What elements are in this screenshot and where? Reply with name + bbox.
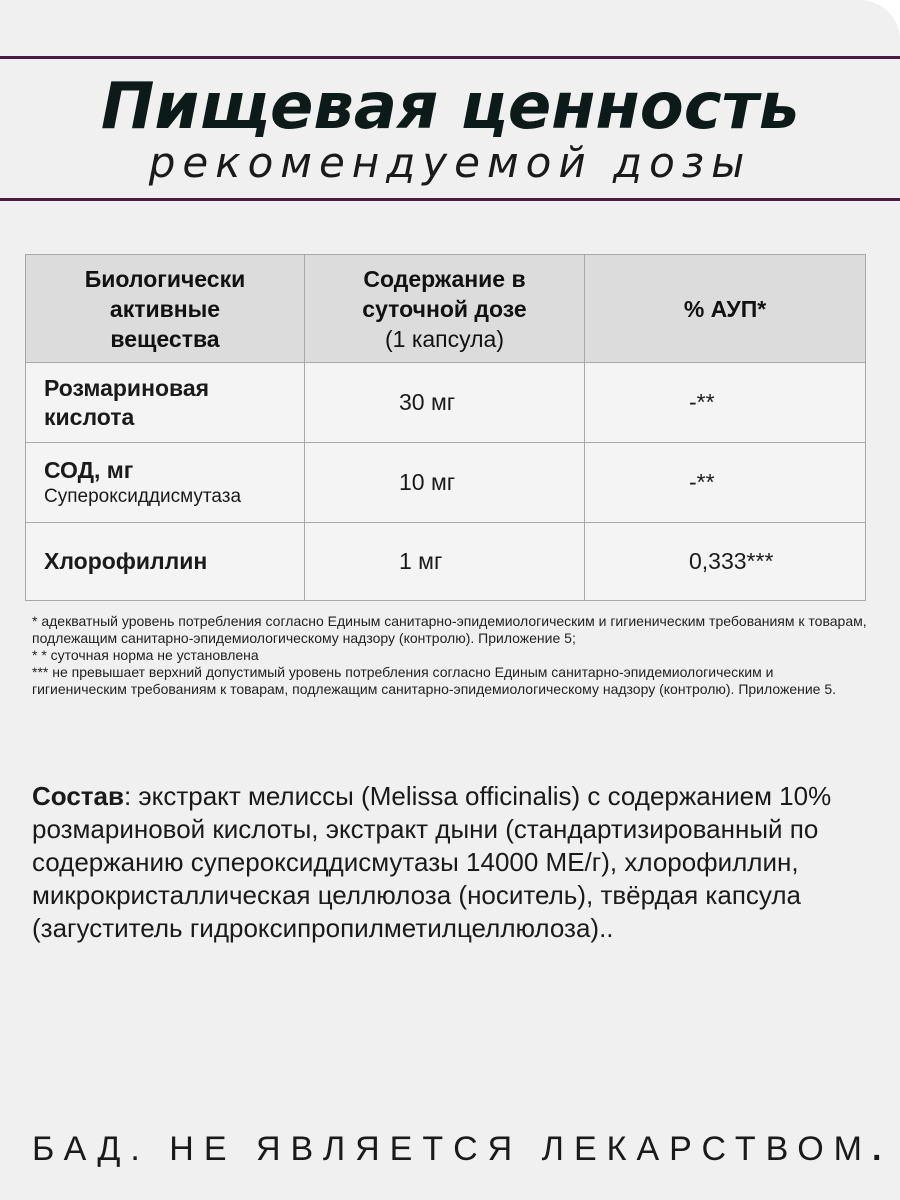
row-amount: 30 мг: [305, 363, 585, 443]
header-content: [305, 255, 585, 363]
footnote-3: *** не превышает верхний допустимый уровень потребления согласно Единым санитарно-эпидемиологическим и гигиеническим требованиям к товарам, подлежащим санитарно-эпидемиологическому надзору (контролю). Приложение 5.: [32, 664, 837, 697]
disclaimer-dot: .: [871, 1130, 892, 1168]
table-row: [26, 523, 866, 601]
row-name-text: Розмариновая кислота: [44, 374, 210, 430]
top-divider: [0, 56, 900, 59]
page-title: Пищевая ценность: [100, 70, 800, 144]
row-amount: 10 мг: [305, 443, 585, 523]
header-percent: % АУП*: [585, 255, 866, 363]
row-name: [26, 363, 305, 443]
disclaimer: [32, 1130, 891, 1169]
row-name: [26, 443, 305, 523]
footnote-1: * адекватный уровень потребления согласно Единым санитарно-эпидемиологическим и гигиеническим требованиям к товарам, подлежащим санитарно-эпидемиологическому надзору (контролю). Приложение 5;: [32, 613, 867, 646]
composition-body: : экстракт мелиссы (Melissa officinalis) с содержанием 10% розмариновой кислоты, экстракт дыни (стандартизированный по содержанию супероксиддисмутазы 14000 МЕ/г), хлорофиллин, микрокристаллическая целлюлоза (носитель), твёрдая капсула (загуститель гидроксипропилметилцеллюлоза)..: [32, 781, 832, 943]
row-percent: 0,333***: [585, 523, 866, 601]
row-amount: 1 мг: [305, 523, 585, 601]
row-percent: -**: [585, 443, 866, 523]
bottom-divider: [0, 198, 900, 201]
row-percent: -**: [585, 363, 866, 443]
table-row: [26, 363, 866, 443]
row-name-text: Хлорофиллин: [44, 548, 208, 574]
row-name-text: СОД, мг: [44, 457, 134, 483]
row-name-sub: Супероксиддисмутаза: [44, 486, 242, 507]
table-header-row: [26, 255, 866, 363]
disclaimer-text: БАД. НЕ ЯВЛЯЕТСЯ ЛЕКАРСТВОМ: [32, 1130, 872, 1168]
nutrition-table: [25, 254, 866, 601]
row-name: [26, 523, 305, 601]
footnote-2: * * суточная норма не установлена: [32, 647, 259, 663]
header-substances: Биологически активные вещества: [26, 255, 305, 363]
header-content-light: (1 капсула): [384, 325, 505, 352]
header-content-bold: Содержание в суточной дозе: [362, 265, 527, 322]
table-row: [26, 443, 866, 523]
composition-text: [32, 780, 882, 945]
page-subtitle: рекомендуемой дозы: [148, 138, 752, 187]
composition-label: Состав: [32, 781, 124, 811]
footnotes: [32, 613, 872, 698]
